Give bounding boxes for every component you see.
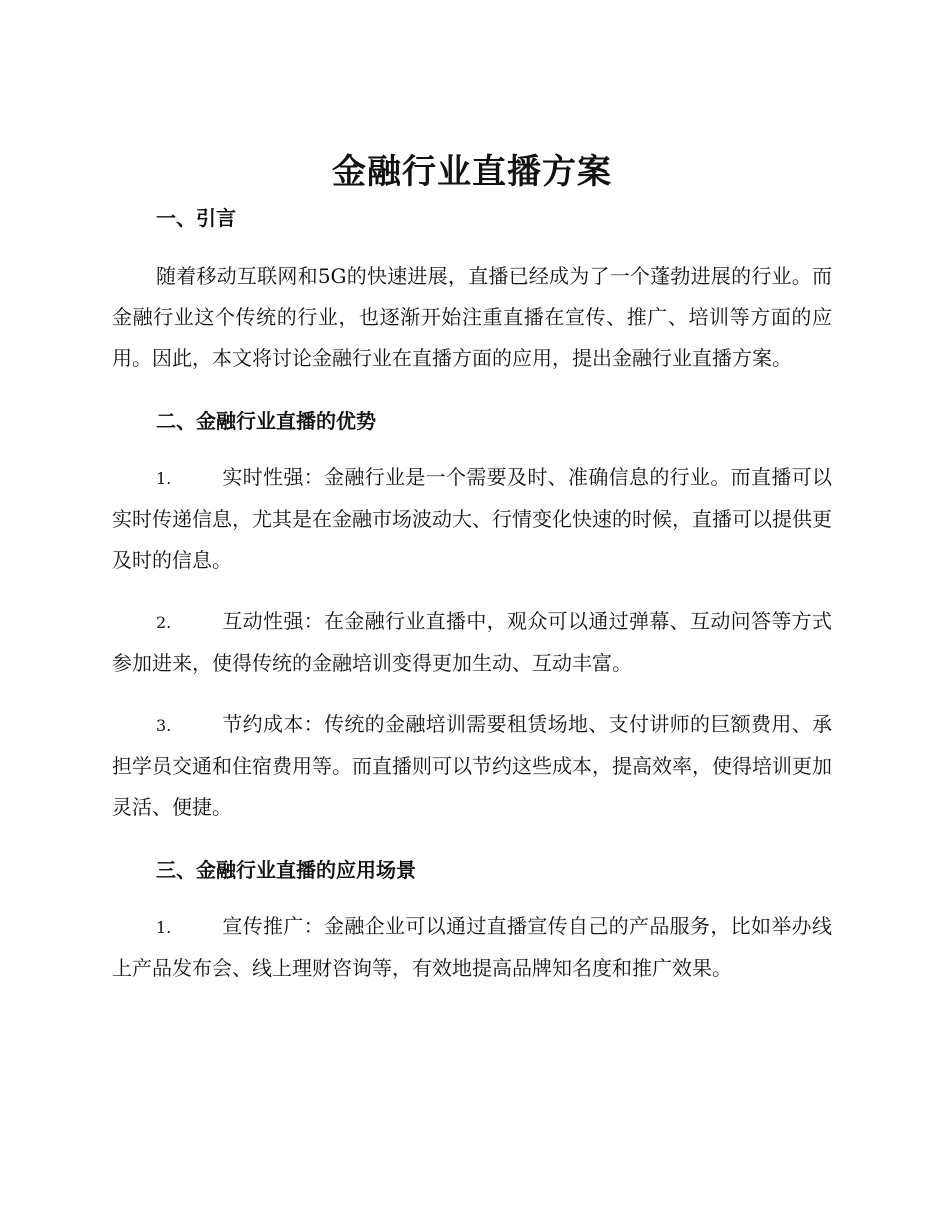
section-heading-introduction: 一、引言 [156, 206, 236, 230]
section-heading-advantages: 二、金融行业直播的优势 [156, 409, 376, 433]
section-heading-scenarios: 三、金融行业直播的应用场景 [156, 858, 416, 882]
list-item-text: 互动性强：在金融行业直播中，观众可以通过弹幕、互动问答等方式参加进来，使得传统的金融培训变得更加生动、互动丰富。 [112, 609, 832, 675]
list-item-text: 节约成本：传统的金融培训需要租赁场地、支付讲师的巨额费用、承担学员交通和住宿费用等。而直播则可以节约这些成本，提高效率，使得培训更加灵活、便捷。 [112, 712, 832, 819]
list-item [112, 601, 832, 684]
list-item-text: 实时性强：金融行业是一个需要及时、准确信息的行业。而直播可以实时传递信息，尤其是在金融市场波动大、行情变化快速的时候，直播可以提供更及时的信息。 [112, 465, 832, 572]
list-item-number: 1. [156, 918, 172, 937]
list-item-number: 3. [156, 716, 172, 735]
document-page [112, 146, 832, 989]
list-item-number: 2. [156, 613, 172, 632]
list-item [112, 457, 832, 581]
document-title: 金融行业直播方案 [332, 152, 612, 192]
list-item [112, 704, 832, 828]
list-item-text: 宣传推广：金融企业可以通过直播宣传自己的产品服务，比如举办线上产品发布会、线上理财咨询等，有效地提高品牌知名度和推广效果。 [112, 914, 832, 980]
introduction-paragraph: 随着移动互联网和5G的快速进展，直播已经成为了一个蓬勃进展的行业。而金融行业这个传统的行业，也逐渐开始注重直播在宣传、推广、培训等方面的应用。因此，本文将讨论金融行业在直播方面的应用，提出金融行业直播方案。 [112, 264, 832, 370]
list-item [112, 906, 832, 989]
list-item-number: 1. [156, 469, 172, 488]
